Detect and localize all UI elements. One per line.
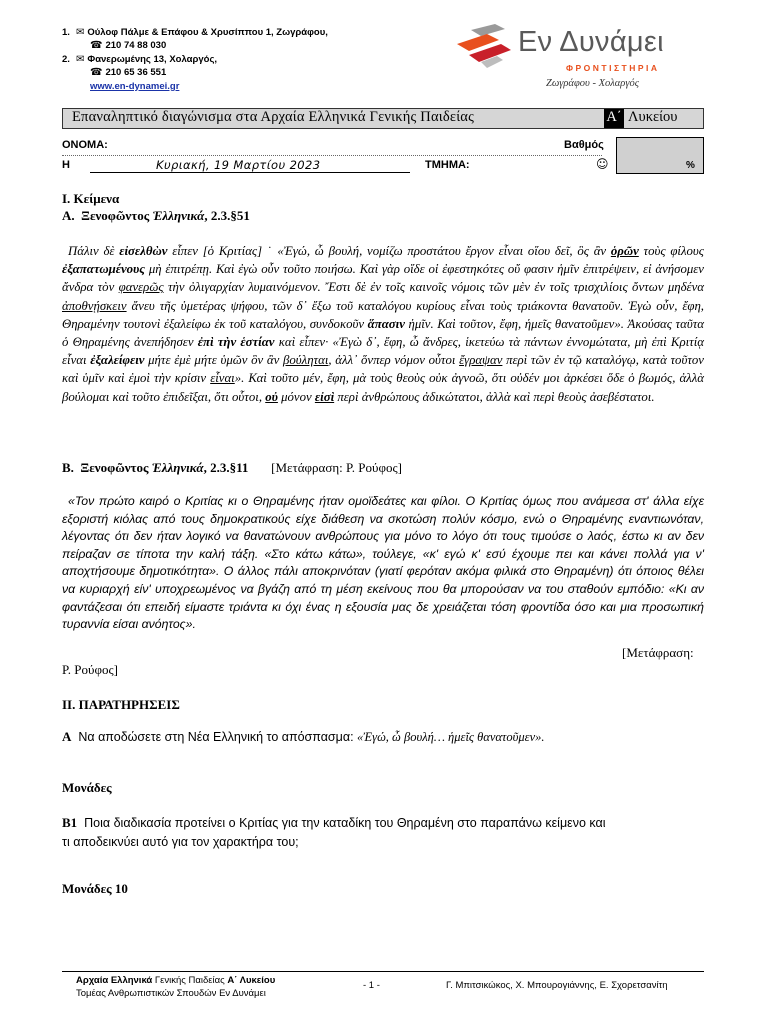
question-label: Β1 bbox=[62, 815, 78, 830]
footer-subject: Αρχαία Ελληνικά bbox=[76, 975, 153, 986]
text-run: τοὺς φίλους bbox=[638, 244, 704, 258]
translation-name: Ρ. Ρούφος] bbox=[62, 662, 118, 677]
translation-note: [Μετάφραση: bbox=[622, 645, 694, 660]
footer-divider bbox=[62, 971, 704, 972]
text-run: μήτε ἐμὲ μήτε ὑμῶν ὃν ἂν bbox=[144, 353, 283, 368]
text-run: Πάλιν δὲ bbox=[68, 244, 120, 258]
envelope-icon: ✉ bbox=[76, 53, 85, 65]
marks-label: Μονάδες 10 bbox=[62, 881, 128, 896]
highlight-word: φανερῶς bbox=[118, 280, 164, 295]
question-text: τι αποδεικνύει αυτό για τον χαρακτήρα του; bbox=[62, 835, 299, 849]
text-run: ἄνευ τῆς ὑμετέρας ψήφου, τῶν δ᾽ ἔξω τοῦ καταλόγου κυρίους εἶναι τοὺς τριάκοντα θανατοῦν. Ἐγὼ οὖν, ἔφη, Θηραμένην τουτονὶ ἐξαλείφω ἐκ τοῦ καταλόγου, συνδοκοῦν bbox=[62, 298, 704, 331]
question-text: Ποια διαδικασία προτείνει ο Κριτίας για την καταδίκη του Θηραμένη στο παραπάνω κείμενο και bbox=[84, 816, 606, 830]
contact-number: 2. bbox=[62, 53, 70, 65]
contact-block bbox=[62, 26, 328, 93]
subsection-label: Β. bbox=[62, 460, 74, 475]
exam-title-suffix: Λυκείου bbox=[628, 109, 678, 125]
highlight-word: ἐξαπατωμένους bbox=[62, 262, 145, 277]
highlight-word: βούληται bbox=[283, 353, 329, 368]
text-run: εἶπεν [ὁ Κριτίας] ˙ «Ἐγώ, ὦ βουλή, νομίζω προστάτου ἔργον εἶναι οἵου δεῖ, ὃς ἂν bbox=[167, 244, 611, 258]
footer-subject-rest: Γενικής Παιδείας bbox=[152, 975, 228, 986]
question-a bbox=[62, 729, 545, 745]
text-run: , ἀλλ᾽ ὅνπερ νόμον οὗτοι bbox=[328, 353, 460, 368]
text-run: μόνον bbox=[277, 389, 315, 404]
highlight-word: οὐ bbox=[265, 389, 278, 404]
brand-name: Εν Δυνάμει bbox=[518, 26, 664, 58]
text-run: μὴ ἐπιτρέπῃ. Καὶ ἐγὼ οὖν τοῦτο ποιήσω. Καὶ γὰρ οἵδε οἱ ἐφεστηκότες οὔ φασιν ἡμῖν ἐπιτρέψειν, εἰ ἀνήσομεν ἄνδρα τὸν bbox=[62, 262, 704, 295]
website-link[interactable]: www.en-dynamei.gr bbox=[90, 80, 180, 92]
text-run: περὶ τῶν ἐν τῷ καταλόγῳ, κατὰ τοῦτον καὶ ὑμῖν καὶ ἐμοὶ τὴν κρίσιν bbox=[62, 353, 704, 386]
footer-authors: Γ. Μπιτσικώκος, Χ. Μπουρογιάννης, Ε. Σχορετσανίτη bbox=[446, 980, 668, 991]
exam-title: Επαναληπτικό διαγώνισμα στα Αρχαία Ελληνικά Γενικής Παιδείας bbox=[72, 109, 475, 125]
contact-row bbox=[62, 26, 328, 39]
date-field-line bbox=[90, 172, 410, 173]
page-number: - 1 - bbox=[363, 980, 380, 991]
footer-grade: Α΄ Λυκείου bbox=[227, 975, 276, 986]
contact-phone: 210 65 36 551 bbox=[105, 67, 167, 79]
contact-row bbox=[62, 66, 328, 79]
envelope-icon: ✉ bbox=[76, 27, 85, 38]
contact-address: Φανερωμένης 13, Χολαργός, bbox=[87, 53, 218, 65]
name-field-line bbox=[62, 155, 602, 156]
question-text: Να αποδώσετε στη Νέα Ελληνική το απόσπασμα: bbox=[78, 730, 358, 744]
highlight-word: ἐξαλείφειν bbox=[90, 353, 145, 368]
smiley-icon: ☺ bbox=[596, 157, 609, 171]
ancient-text-a bbox=[62, 242, 704, 406]
text-run: τὴν ὀλιγαρχίαν λυμαινόμενον. Ἔστι δὲ ἐν τοῖς καινοῖς νόμοις τῶν μὲν ἐν τοῖς τρισχιλίοις ὄντων μηδένα bbox=[163, 280, 704, 295]
highlight-word: εἶναι bbox=[210, 371, 235, 386]
grade-percent: % bbox=[686, 160, 695, 171]
section-heading: Ι. Κείμενα bbox=[62, 191, 120, 206]
exam-grade-badge: Α΄ bbox=[604, 109, 624, 128]
footer-subject-line bbox=[76, 974, 275, 987]
brand-locations: Ζωγράφου - Χολαργός bbox=[546, 78, 639, 89]
highlight-word: ἔγραψαν bbox=[459, 353, 503, 368]
contact-row bbox=[62, 53, 328, 66]
translation-credit: [Μετάφραση: Ρ. Ρούφος] bbox=[271, 460, 402, 475]
section-label: ΤΜΗΜΑ: bbox=[425, 159, 470, 171]
logo-stripe bbox=[471, 24, 505, 36]
subsection-heading-b bbox=[62, 460, 402, 476]
exam-date: Κυριακή, 19 Μαρτίου 2023 bbox=[156, 158, 321, 172]
highlight-word: εἰσελθὼν bbox=[119, 244, 168, 258]
work-title: Ἑλληνικά bbox=[151, 460, 204, 475]
text-run: ἡμῖν. Καὶ τοῦτον, ἔφη, ἡμεῖς θανατοῦμεν». Ἀκούσας ταῦτα ὁ Θηραμένης ἀνεπήδησεν bbox=[62, 316, 704, 350]
phone-icon: ☎ bbox=[90, 67, 103, 79]
author-name: Ξενοφῶντος bbox=[80, 460, 149, 475]
text-run: ». Καὶ τοῦτο μέν, ἔφη, μὰ τοὺς θεοὺς οὐκ ἀγνοῶ, ὅτι οὐδέν μοι ἀρκέσει ὅδε ὁ βωμός, ἀλλὰ βούλομαι καὶ τοῦτο ἐπιδεῖξαι, ὅτι οὗτοι, bbox=[62, 371, 704, 404]
footer-department: Τομέας Ανθρωπιστικών Σπουδών Εν Δυνάμει bbox=[76, 988, 266, 999]
highlight-word: ὁρῶν bbox=[610, 244, 639, 258]
highlight-word: ἐπὶ τὴν ἑστίαν bbox=[197, 335, 275, 350]
author-name: Ξενοφῶντος bbox=[81, 208, 150, 223]
footer-left bbox=[76, 974, 275, 1000]
work-reference: , 2.3.§11 bbox=[203, 460, 249, 475]
question-label: Α bbox=[62, 729, 72, 744]
work-title: Ἑλληνικά bbox=[152, 208, 205, 223]
contact-number: 1. bbox=[62, 27, 70, 38]
section-heading: ΙΙ. ΠΑΡΑΤΗΡΗΣΕΙΣ bbox=[62, 697, 180, 712]
highlight-word: ἅπασιν bbox=[367, 316, 405, 331]
highlight-word: εἰσὶ bbox=[314, 389, 335, 404]
contact-phone: 210 74 88 030 bbox=[105, 40, 167, 52]
name-label: ΟΝΟΜΑ: bbox=[62, 139, 108, 151]
contact-row bbox=[62, 39, 328, 52]
question-quote: «Ἐγώ, ὦ βουλή… ἡμεῖς θανατοῦμεν». bbox=[357, 730, 545, 744]
brand-logo-graphic bbox=[451, 22, 513, 72]
grade-label: Βαθμός bbox=[564, 139, 604, 151]
contact-address: Ούλοφ Πάλμε & Επάφου & Χρυσίππου 1, Ζωγράφου, bbox=[87, 27, 328, 38]
phone-icon: ☎ bbox=[90, 40, 103, 52]
text-run: περὶ ἀνθρώπους ἀδικώτατοι, ἀλλὰ καὶ περὶ θεοὺς ἀσεβέστατοι. bbox=[334, 389, 655, 404]
translated-text-b: «Τον πρώτο καιρό ο Κριτίας κι ο Θηραμένης ήταν ομοϊδεάτες και φίλοι. Ο Κριτίας όμως που ανάμεσα στ' άλλα είχε εξοριστή κιόλας από τους δημοκρατικούς είχε διάθεση να σκοτώση πολύν κόσμο, ενώ ο Θηραμένης εναντιωνόταν, λέγοντας ότι δεν ήταν λογικό να θανατώνουν ανθρώπους για μόνο το λόγο ότι τους τιμούσε ο λαός, έστω κι αν δεν πείραζαν σε τίποτα την καλή τάξη. «Στο κάτω κάτω», τούλεγε, «κ' εγώ κ' εσύ έχουμε πει και κάνει πολλά για ν' αποχτήσουμε δημοτικότητα». Ο άλλος πάλι αποκρινόταν (γιατί φερόταν ακόμα φιλικά στο Θηραμένη) ότι όποιος θέλει να κυριαρχή είν' υποχρεωμένος να βγάζη από τη μέση εκείνους που θα μπορούσαν να του σταθούν εμπόδιο: «Κι αν φαντάζεσαι ότι επειδή είμαστε τριάντα κι όχι ένας η εξουσία μας δε χρειάζεται τόση φροντίδα όσο και μια προσωπική τυραννία είσαι ανόητος». bbox=[62, 494, 704, 632]
question-b1 bbox=[62, 813, 704, 852]
subsection-heading-a bbox=[62, 208, 250, 224]
highlight-word: ἀποθνῄσκειν bbox=[62, 298, 127, 313]
date-label: Η bbox=[62, 159, 70, 171]
text-run: καὶ εἶπεν· «Ἐγὼ δ᾽, ἔφη, ὦ ἄνδρες, ἱκετεύω τὰ πάντων ἐννομώτατα, μὴ ἐπὶ Κριτίᾳ εἶναι bbox=[62, 335, 704, 368]
work-reference: , 2.3.§51 bbox=[204, 208, 250, 223]
contact-row bbox=[62, 80, 328, 93]
subsection-label: Α. bbox=[62, 208, 75, 223]
brand-subtitle: ΦΡΟΝΤΙΣΤΗΡΙΑ bbox=[566, 63, 660, 73]
question-b1-line bbox=[62, 813, 704, 833]
marks-label: Μονάδες bbox=[62, 780, 112, 795]
